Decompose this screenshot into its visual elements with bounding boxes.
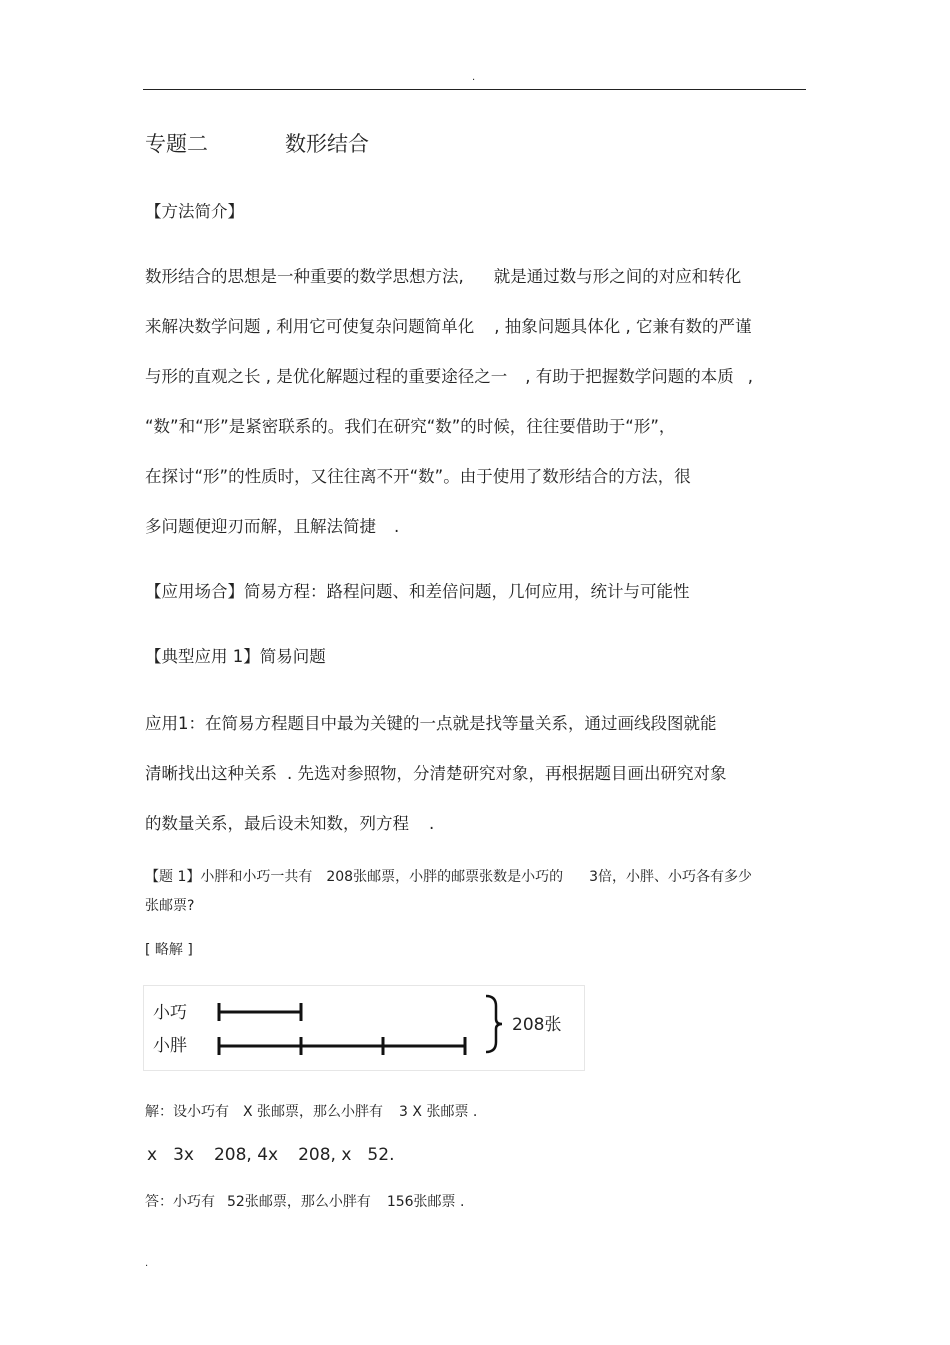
equation-line bbox=[147, 1145, 394, 1165]
equation-term: , x bbox=[330, 1145, 352, 1165]
problem-line-2: 张邮票? bbox=[145, 898, 195, 914]
problem-text: 208张邮票，小胖的邮票张数是小巧的 bbox=[326, 869, 564, 885]
doc-title-part2: 数形结合 bbox=[285, 132, 369, 156]
intro-line-5: 在探讨“形”的性质时，又往往离不开“数”。由于使用了数形结合的方法，很 bbox=[145, 467, 691, 486]
solution-line bbox=[145, 1101, 477, 1121]
intro-text: 就是通过数与形之间的对应和转化 bbox=[493, 267, 742, 286]
answer-text: 52张邮票，那么小胖有 bbox=[227, 1194, 371, 1210]
application-text: 清晰找出这种关系 bbox=[145, 764, 277, 783]
solution-text: 3 X 张邮票 . bbox=[399, 1104, 478, 1120]
answer-text: 156张邮票 . bbox=[386, 1194, 465, 1210]
intro-text: 多问题便迎刃而解，且解法简捷 bbox=[145, 517, 376, 536]
intro-text: , 抽象问题具体化 , 它兼有数的严谨 bbox=[494, 317, 752, 336]
application-line-2 bbox=[145, 760, 727, 784]
intro-text: 数形结合的思想是一种重要的数学思想方法, bbox=[145, 267, 464, 286]
intro-line-4: “数”和“形”是紧密联系的。我们在研究“数”的时候，往往要借助于“形”， bbox=[145, 417, 676, 436]
header-rule bbox=[143, 89, 806, 90]
application-line-3 bbox=[145, 810, 434, 834]
diagram-label-xiaoqiao: 小巧 bbox=[153, 1003, 187, 1023]
intro-line-2 bbox=[145, 313, 751, 337]
equation-term: x bbox=[147, 1145, 158, 1165]
intro-line-1 bbox=[145, 263, 741, 287]
intro-text: , 有助于把握数学问题的本质 bbox=[525, 367, 734, 386]
equation-term: 52 bbox=[367, 1145, 390, 1165]
segment-diagram bbox=[143, 985, 585, 1071]
problem-text: 【题 1】小胖和小巧一共有 bbox=[145, 869, 313, 885]
section-heading-typical: 【典型应用 1】简易问题 bbox=[145, 647, 326, 666]
equation-term: , 4x bbox=[246, 1145, 279, 1165]
intro-text: . bbox=[394, 517, 400, 536]
equation-term: . bbox=[389, 1145, 395, 1165]
intro-text: , bbox=[747, 367, 753, 386]
intro-line-6 bbox=[145, 513, 399, 537]
application-text: 的数量关系，最后设未知数，列方程 bbox=[145, 814, 409, 833]
doc-title-part1: 专题二 bbox=[145, 132, 208, 156]
equation-term: 208 bbox=[213, 1145, 247, 1165]
footer-dot: . bbox=[145, 1258, 149, 1269]
intro-text: 与形的直观之长 , 是优化解题过程的重要途径之一 bbox=[145, 367, 508, 386]
answer-text: 答：小巧有 bbox=[145, 1194, 215, 1210]
equation-term: 208 bbox=[298, 1145, 331, 1165]
problem-line-1 bbox=[145, 866, 752, 886]
header-dot: . bbox=[472, 72, 476, 83]
application-text: . 先选对参照物，分清楚研究对象，再根据题目画出研究对象 bbox=[287, 764, 727, 783]
solution-text: 解：设小巧有 bbox=[145, 1104, 229, 1120]
problem-text: 3倍，小胖、小巧各有多少 bbox=[589, 869, 753, 885]
section-heading-usage: 【应用场合】简易方程：路程问题、和差倍问题，几何应用，统计与可能性 bbox=[145, 582, 690, 601]
answer-line bbox=[145, 1191, 464, 1211]
diagram-total-label: 208张 bbox=[512, 1015, 562, 1035]
application-line-1: 应用1：在简易方程题目中最为关键的一点就是找等量关系，通过画线段图就能 bbox=[145, 714, 717, 733]
brief-solution-label: [ 略解 ] bbox=[145, 942, 193, 958]
solution-text: X 张邮票，那么小胖有 bbox=[243, 1104, 384, 1120]
intro-text: 来解决数学问题 , 利用它可使复杂问题简单化 bbox=[145, 317, 475, 336]
section-heading-method: 【方法简介】 bbox=[145, 202, 244, 221]
intro-line-3 bbox=[145, 363, 753, 387]
diagram-label-xiaopang: 小胖 bbox=[153, 1036, 187, 1056]
application-text: . bbox=[429, 814, 435, 833]
equation-term: 3x bbox=[173, 1145, 194, 1165]
